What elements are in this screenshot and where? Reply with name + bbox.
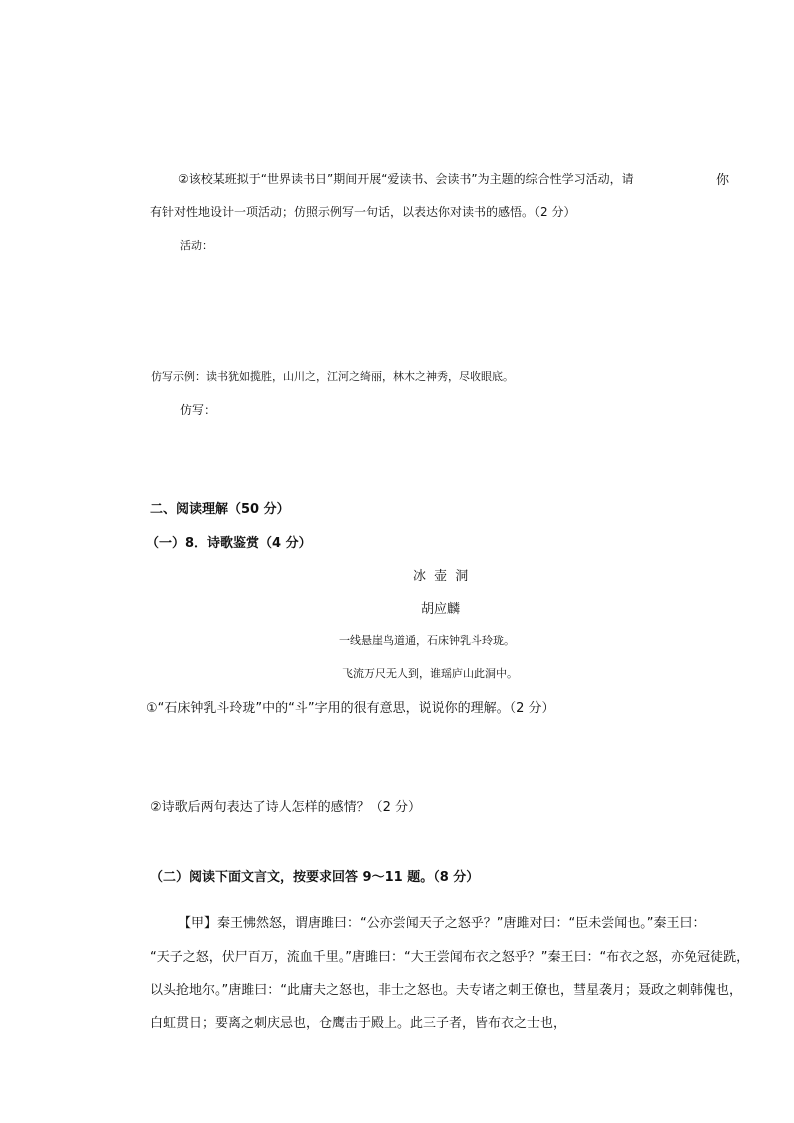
question-2-line1: ②该校某班拟于“世界读书日”期间开展“爱读书、会读书”为主题的综合性学习活动，请 bbox=[178, 172, 634, 186]
poem-line-1: 一线悬崖鸟道通，石床钟乳斗玲珑。 bbox=[339, 634, 515, 647]
reading-section-heading: 二、阅读理解（50 分） bbox=[150, 502, 290, 517]
question-2-line2: 有针对性地设计一项活动；仿照示例写一句话，以表达你对读书的感悟。（2 分） bbox=[150, 205, 576, 219]
activity-label: 活动： bbox=[180, 239, 213, 252]
poem-author: 胡应麟 bbox=[421, 602, 461, 617]
poem-title: 冰 壶 洞 bbox=[413, 569, 469, 584]
imitate-label: 仿写： bbox=[180, 403, 217, 417]
passage-line-4: 白虹贯日；要离之刺庆忌也，仓鹰击于殿上。此三子者，皆布衣之士也， bbox=[150, 1016, 567, 1031]
poetry-question-2: ②诗歌后两句表达了诗人怎样的感情？（2 分） bbox=[150, 800, 422, 815]
poetry-heading: （一）8．诗歌鉴赏（4 分） bbox=[146, 536, 312, 551]
question-2-line1-tail: 你 bbox=[716, 173, 730, 188]
passage-line-2: “天子之怒，伏尸百万，流血千里。”唐雎曰：“大王尝闻布衣之怒乎？”秦王曰：“布衣之怒，亦免冠徒跣， bbox=[150, 950, 750, 965]
imitation-example: 仿写示例：读书犹如揽胜，山川之，江河之绮丽，林木之神秀，尽收眼底。 bbox=[151, 370, 514, 383]
classical-heading: （二）阅读下面文言文，按要求回答 9～11 题。（8 分） bbox=[150, 870, 480, 885]
passage-line-1: 【甲】秦王怫然怒，谓唐雎曰：“公亦尝闻天子之怒乎？”唐雎对曰：“臣未尝闻也。”秦王曰： bbox=[178, 916, 706, 931]
passage-line-3: 以头抢地尔。”唐雎曰：“此庸夫之怒也，非士之怒也。夫专诸之刺王僚也，彗星袭月；聂政之刺韩傀也， bbox=[150, 983, 742, 998]
poem-line-2: 飞流万尺无人到，谁瑶庐山此洞中。 bbox=[342, 667, 518, 680]
poetry-question-1: ①“石床钟乳斗玲珑”中的“斗”字用的很有意思，说说你的理解。（2 分） bbox=[146, 701, 555, 716]
